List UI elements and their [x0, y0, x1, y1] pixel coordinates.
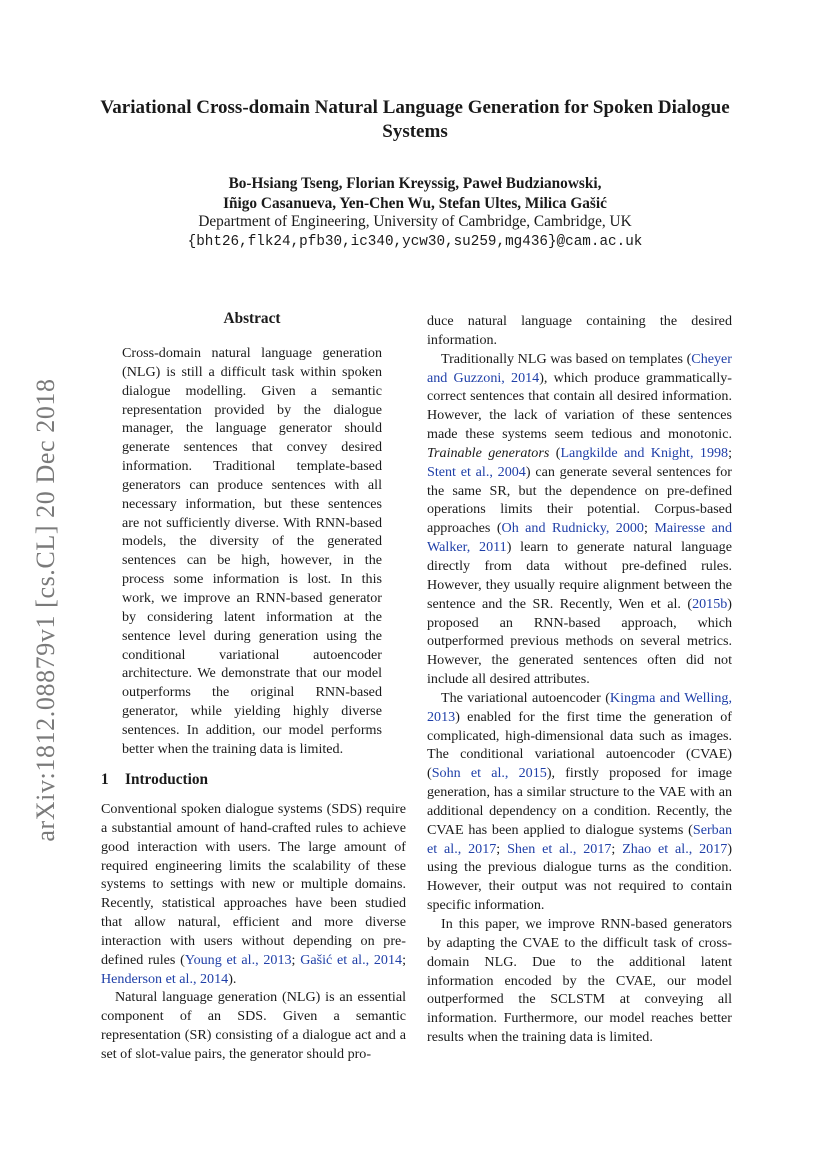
- intro-paragraph-2: Natural language generation (NLG) is an essential component of an SDS. Given a semantic representation (SR) consisting of a dialogue act and a set of slot-value pairs, the generator should pro-: [101, 989, 406, 1062]
- citation-link[interactable]: Zhao et al., 2017: [622, 840, 728, 857]
- citation-link[interactable]: 2015b: [692, 595, 728, 612]
- citation-link[interactable]: Gašić et al., 2014: [300, 951, 403, 968]
- authors-line-2: Iñigo Casanueva, Yen-Chen Wu, Stefan Ultes, Milica Gašić: [223, 195, 607, 212]
- citation-link[interactable]: Sohn et al., 2015: [431, 765, 547, 782]
- citation-link[interactable]: Cheyer and Guzzoni, 2014: [427, 350, 732, 386]
- authors-line-1: Bo-Hsiang Tseng, Florian Kreyssig, Paweł Budzianowski,: [228, 175, 602, 192]
- intro-paragraph-5: In this paper, we improve RNN-based generators by adapting the CVAE to the difficult task of cross-domain NLG. Due to the additional latent information encoded by the CVAE, our model outperformed the SCLSTM at conveying all information. Furthermore, our model reaches better results when the training data is limited.: [427, 916, 732, 1046]
- section-title: Introduction: [125, 771, 209, 788]
- citation-link[interactable]: Henderson et al., 2014: [101, 970, 229, 987]
- arxiv-sidebar: [24, 360, 68, 860]
- citation-link[interactable]: Shen et al., 2017: [507, 840, 612, 857]
- citation-link[interactable]: Oh and Rudnicky, 2000: [501, 520, 644, 537]
- intro-paragraph-4: The variational autoencoder (Kingma and Welling, 2013) enabled for the first time the generation of complicated, high-dimensional data such as images. The conditional variational autoencoder (CVAE) (Sohn et al., 2015), firstly proposed for image generation, has a similar structure to the VAE with an additional dependency on a condition. Recently, the CVAE has been applied to dialogue systems (Serban et al., 2017; Shen et al., 2017; Zhao et al., 2017) using the previous dialogue turns as the condition. However, their output was not required to contain specific information.: [427, 689, 733, 914]
- intro-paragraph-3: Traditionally NLG was based on templates (Cheyer and Guzzoni, 2014), which produce grammatically-correct sentences that contain all desired information. However, the lack of variation of these sentences made these systems seem tedious and monotonic. Trainable generators (Langkilde and Knight, 1998; Stent et al., 2004) can generate several sentences for the same SR, but the dependence on pre-defined operations limits their potential. Corpus-based approaches (Oh and Rudnicky, 2000; Mairesse and Walker, 2011) learn to generate natural language directly from data without pre-defined rules. However, they usually require alignment between the sentence and the SR. Recently, Wen et al. (2015b) proposed an RNN-based approach, which outperformed previous methods on several metrics. However, the generated sentences often did not include all desired attributes.: [427, 350, 733, 688]
- author-emails: {bht26,flk24,pfb30,ic340,ycw30,su259,mg436}@cam.ac.uk: [187, 234, 643, 250]
- intro-paragraph-1: Conventional spoken dialogue systems (SDS) require a substantial amount of hand-crafted rules to achieve good interaction with users. The large amount of required engineering limits the scalability of these systems to settings with new or multiple domains. Recently, statistical approaches have been studied that allow natural, efficient and more diverse interaction with users without depending on pre-defined rules (Young et al., 2013; Gašić et al., 2014; Henderson et al., 2014).: [101, 801, 406, 987]
- abstract-text: Cross-domain natural language generation (NLG) is still a difficult task within spoken dialogue modelling. Given a semantic representation provided by the dialogue manager, the language generator should generate sentences that convey desired information. Traditional template-based generators can produce sentences with all necessary information, but these sentences are not sufficiently diverse. With RNN-based models, the diversity of the generated sentences can be high, however, in the process some information is lost. In this work, we improve an RNN-based generator by considering latent information at the sentence level during generation using the conditional variational autoencoder architecture. We demonstrate that our model outperforms the original RNN-based generator, while yielding highly diverse sentences. In addition, our model performs better when the training data is limited.: [122, 345, 382, 757]
- citation-link[interactable]: Langkilde and Knight, 1998: [560, 444, 729, 461]
- citation-link[interactable]: Young et al., 2013: [184, 951, 292, 968]
- paper-title: Variational Cross-domain Natural Language Generation for Spoken Dialogue Systems: [100, 97, 730, 142]
- intro-paragraph-2-continued: duce natural language containing the desired information.: [427, 313, 732, 348]
- arxiv-identifier: arXiv:1812.08879v1 [cs.CL] 20 Dec 2018: [31, 378, 60, 842]
- right-column-body: [427, 312, 732, 1047]
- affiliation: Department of Engineering, University of Cambridge, Cambridge, UK: [198, 213, 632, 230]
- author-list: [100, 174, 730, 214]
- citation-link[interactable]: Serban et al., 2017: [427, 821, 732, 857]
- citation-link[interactable]: Stent et al., 2004: [427, 463, 526, 480]
- citation-link[interactable]: Mairesse and Walker, 2011: [427, 520, 732, 556]
- citation-link[interactable]: Kingma and Welling, 2013: [427, 689, 732, 725]
- left-column-body: [101, 800, 406, 1064]
- section-heading-introduction: [101, 771, 406, 789]
- abstract-heading: Abstract: [223, 310, 281, 327]
- section-number: 1: [101, 771, 109, 788]
